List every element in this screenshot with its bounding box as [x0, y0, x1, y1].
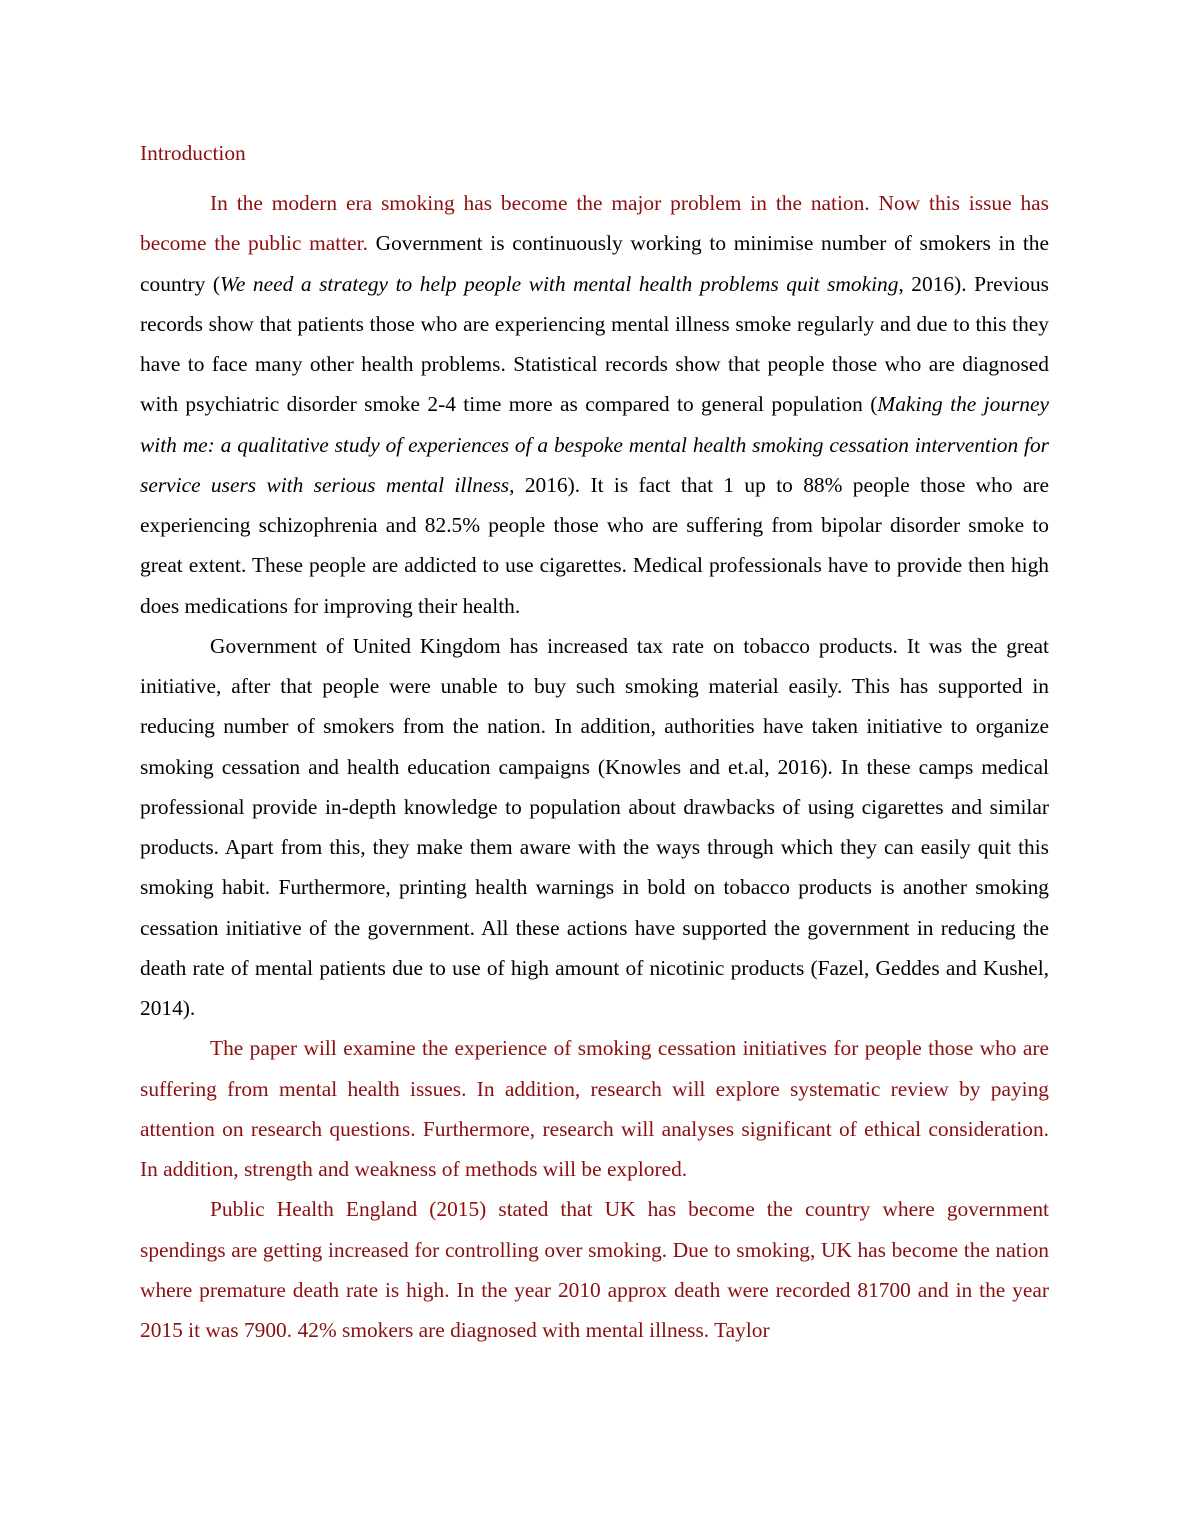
section-heading: Introduction [140, 141, 246, 165]
paragraph-3: The paper will examine the experience of smoking cessation initiatives for people those who are suffering from mental health issues. In addition, research will explore systematic review by paying attention on research questions. Furthermore, research will analyses significant of ethical consideration. In addition, strength and weakness of methods will be explored. [140, 1036, 1049, 1181]
body-text: , 2016). Previous records show that patients those who are experiencing mental illness smoke regularly and due to this they have to face many other health problems. Statistical records show that people those who are diagnosed with psychiatric disorder smoke 2-4 time more as compared to general population ( [140, 271, 1049, 417]
highlighted-sentence: In the modern era smoking has become the major problem in the nation. Now this issue has become the public matter. [140, 191, 1049, 256]
paragraph-4: Public Health England (2015) stated that UK has become the country where government spendings are getting increased for controlling over smoking. Due to smoking, UK has become the nation where premature death rate is high. In the year 2010 approx death were recorded 81700 and in the year 2015 it was 7900. 42% smokers are diagnosed with mental illness. Taylor [140, 1197, 1049, 1342]
paragraph-2: Government of United Kingdom has increased tax rate on tobacco products. It was the great initiative, after that people were unable to buy such smoking material easily. This has supported in reducing number of smokers from the nation. In addition, authorities have taken initiative to organize smoking cessation and health education campaigns (Knowles and et.al, 2016). In these camps medical professional provide in-depth knowledge to population about drawbacks of using cigarettes and similar products. Apart from this, they make them aware with the ways through which they can easily quit this smoking habit. Furthermore, printing health warnings in bold on tobacco products is another smoking cessation initiative of the government. All these actions have supported the government in reducing the death rate of mental patients due to use of high amount of nicotinic products (Fazel, Geddes and Kushel, 2014). [140, 633, 1049, 1020]
citation-title: We need a strategy to help people with mental health problems quit smoking [220, 271, 899, 296]
document-page [140, 136, 1049, 1350]
body-text: Government is continuously working to minimise number of smokers in the country ( [140, 231, 1049, 296]
paragraph-1 [140, 183, 1049, 626]
citation-title: Making the journey with me: a qualitative study of experiences of a bespoke mental health smoking cessation intervention for service users with serious mental illness [140, 392, 1049, 497]
body-text: , 2016). It is fact that 1 up to 88% people those who are experiencing schizophrenia and 82.5% people those who are suffering from bipolar disorder smoke to great extent. These people are addicted to use cigarettes. Medical professionals have to provide then high does medications for improving their health. [140, 472, 1049, 618]
